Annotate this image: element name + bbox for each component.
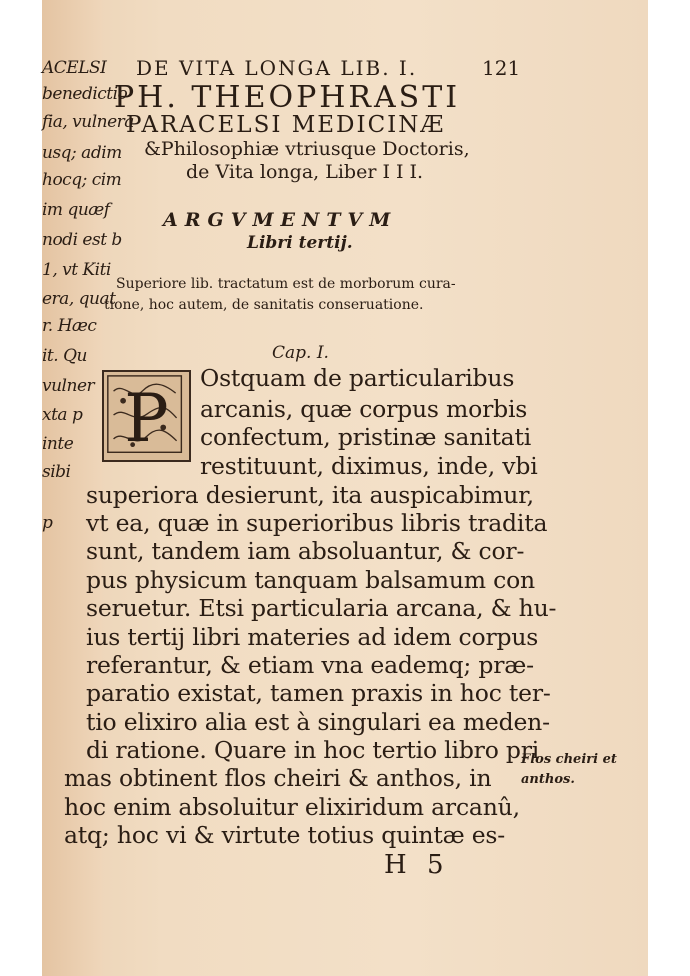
running-head: DE VITA LONGA LIB. I. — [136, 56, 418, 80]
chapter-heading: Cap. I. — [272, 343, 329, 363]
title-line-2: PARACELSI MEDICINÆ — [126, 112, 446, 138]
body-text-line: restituunt, diximus, inde, vbi — [200, 452, 538, 480]
marginal-note-line: Flos cheiri et — [521, 752, 617, 767]
margin-fragment: vulner — [42, 376, 95, 396]
title-line-4: de Vita longa, Liber I I I. — [186, 161, 424, 183]
body-text-line: arcanis, quæ corpus morbis — [200, 395, 528, 423]
margin-fragment: era, quat — [42, 289, 116, 309]
body-text-line: mas obtinent flos cheiri & anthos, in — [64, 764, 492, 792]
body-text-line: superiora desierunt, ita auspicabimur, — [86, 481, 534, 509]
title-line-1: PH. THEOPHRASTI — [114, 80, 461, 115]
title-line-3: &Philosophiæ vtriusque Doctoris, — [144, 138, 470, 160]
margin-fragment: p — [42, 513, 53, 533]
margin-fragment: usq; adim — [42, 143, 122, 163]
argumentum-subheading: Libri tertij. — [247, 233, 353, 253]
margin-fragment: ACELSI — [42, 58, 107, 78]
argument-summary-line: Superiore lib. tractatum est de morborum cura- — [116, 276, 456, 292]
margin-fragment: 1, vt Kiti — [42, 260, 111, 280]
margin-fragment: it. Qu — [42, 346, 87, 366]
page-number: 121 — [482, 56, 521, 80]
margin-fragment: benedictio — [42, 84, 128, 104]
body-text-line: sunt, tandem iam absoluantur, & cor- — [86, 537, 525, 565]
body-text-line: tio elixiro alia est à singulari ea meden- — [86, 708, 550, 736]
body-text-line: di ratione. Quare in hoc tertio libro pri — [86, 736, 540, 764]
decorated-initial — [102, 370, 191, 462]
body-text-line: referantur, & etiam vna eademq; præ- — [86, 651, 534, 679]
body-text-line: vt ea, quæ in superioribus libris tradita — [86, 509, 548, 537]
margin-fragment: hocq; cim — [42, 170, 122, 190]
margin-fragment: xta p — [42, 405, 83, 425]
initial-letter: P — [124, 380, 169, 457]
margin-fragment: fia, vulnera — [42, 112, 134, 132]
argument-summary-line: tione, hoc autem, de sanitatis conseruatione. — [104, 297, 424, 313]
marginal-note-line: anthos. — [521, 772, 575, 787]
body-text-line: hoc enim absoluitur elixiridum arcanû, — [64, 793, 520, 821]
body-text-line: paratio existat, tamen praxis in hoc ter- — [86, 679, 551, 707]
argumentum-heading: ARGVMENTVM — [163, 209, 398, 231]
margin-fragment: im quæf — [42, 200, 110, 220]
body-text-line: pus physicum tanquam balsamum con — [86, 566, 535, 594]
body-text-line: ius tertij libri materies ad idem corpus — [86, 623, 539, 651]
body-text-line: atq; hoc vi & virtute totius quintæ es- — [64, 821, 506, 849]
margin-fragment: sibi — [42, 462, 71, 482]
margin-fragment: r. Hæc — [42, 316, 97, 336]
body-text-line: seruetur. Etsi particularia arcana, & hu- — [86, 594, 557, 622]
margin-fragment: nodi est b — [42, 230, 122, 250]
body-text-line: Ostquam de particularibus — [200, 364, 515, 392]
body-text-line: confectum, pristinæ sanitati — [200, 423, 532, 451]
signature-mark: H 5 — [384, 850, 450, 880]
margin-fragment: inte — [42, 434, 74, 454]
